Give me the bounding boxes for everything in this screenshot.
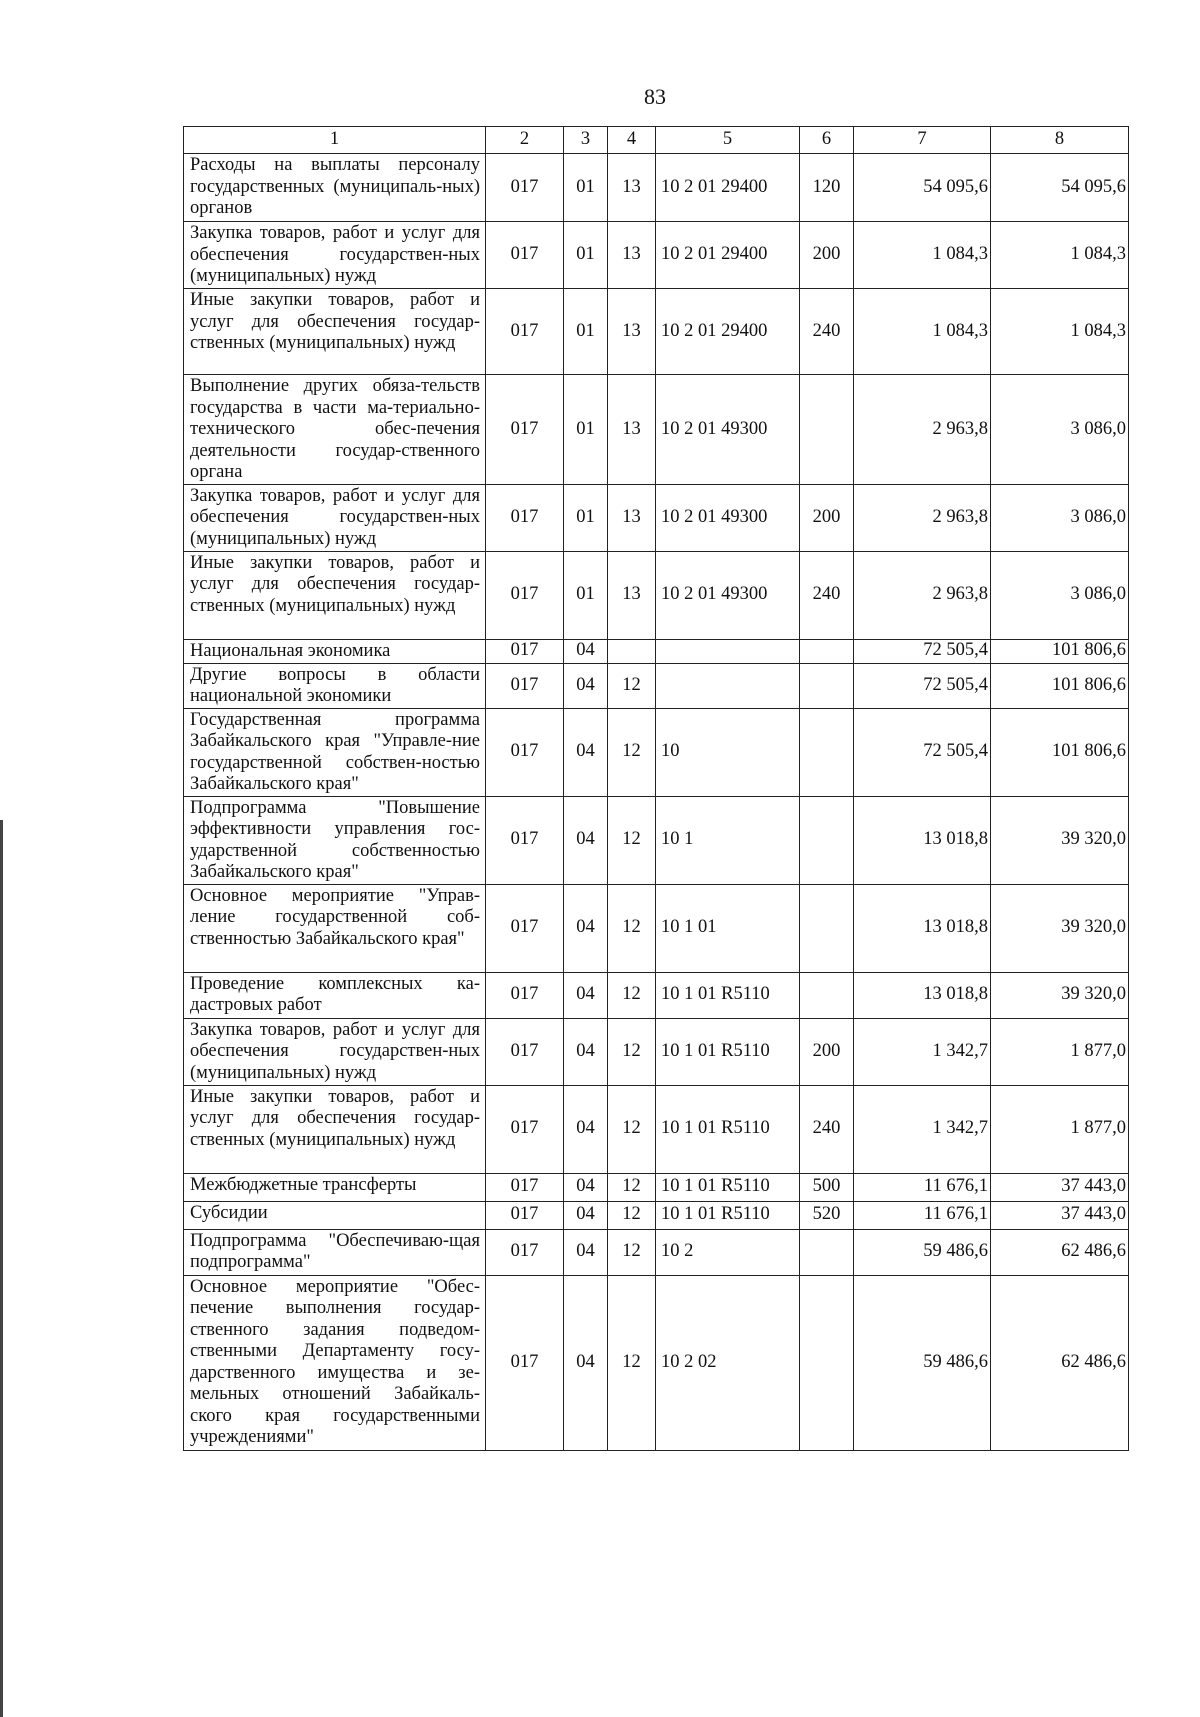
- cell-expense-type: [800, 1275, 854, 1450]
- column-header: 6: [800, 127, 854, 154]
- cell-subsection: 12: [608, 663, 656, 708]
- table-row: [184, 154, 1129, 222]
- table-row: [184, 708, 1129, 796]
- cell-amount-year2: 39 320,0: [991, 796, 1129, 884]
- row-name-cell: Межбюджетные трансферты: [184, 1173, 486, 1201]
- row-name-cell: Проведение комплексных ка-дастровых работ: [184, 972, 486, 1018]
- table-row: [184, 1018, 1129, 1085]
- cell-amount-year1: 2 963,8: [854, 551, 991, 639]
- column-header: 3: [564, 127, 608, 154]
- column-header: 8: [991, 127, 1129, 154]
- cell-subsection: 13: [608, 484, 656, 551]
- cell-amount-year1: 2 963,8: [854, 484, 991, 551]
- cell-code-admin: 017: [486, 375, 564, 485]
- cell-target-article: 10 1 01 R5110: [656, 1173, 800, 1201]
- cell-amount-year2: 39 320,0: [991, 884, 1129, 972]
- cell-target-article: 10 2 01 49300: [656, 375, 800, 485]
- cell-amount-year2: 101 806,6: [991, 708, 1129, 796]
- cell-section: 04: [564, 708, 608, 796]
- cell-section: 04: [564, 1229, 608, 1275]
- cell-subsection: 12: [608, 1173, 656, 1201]
- cell-amount-year2: 101 806,6: [991, 663, 1129, 708]
- cell-expense-type: [800, 884, 854, 972]
- cell-target-article: 10 2 01 29400: [656, 222, 800, 289]
- cell-target-article: 10 2 01 29400: [656, 154, 800, 222]
- cell-code-admin: 017: [486, 1229, 564, 1275]
- cell-amount-year2: 62 486,6: [991, 1275, 1129, 1450]
- cell-subsection: 13: [608, 375, 656, 485]
- row-name-cell: Подпрограмма "Обеспечиваю-щая подпрограмма": [184, 1229, 486, 1275]
- cell-expense-type: 240: [800, 551, 854, 639]
- cell-subsection: 13: [608, 551, 656, 639]
- cell-expense-type: [800, 972, 854, 1018]
- row-name-cell: Основное мероприятие "Управ-ление государственной соб-ственностью Забайкальского края": [184, 884, 486, 972]
- cell-code-admin: 017: [486, 708, 564, 796]
- cell-target-article: 10 2 01 49300: [656, 484, 800, 551]
- column-header: 7: [854, 127, 991, 154]
- table-row: [184, 972, 1129, 1018]
- cell-amount-year1: 59 486,6: [854, 1275, 991, 1450]
- cell-expense-type: 520: [800, 1201, 854, 1229]
- cell-target-article: 10 2 02: [656, 1275, 800, 1450]
- cell-expense-type: [800, 639, 854, 663]
- cell-amount-year1: 11 676,1: [854, 1173, 991, 1201]
- row-name-cell: Закупка товаров, работ и услуг для обеспечения государствен-ных (муниципальных) нужд: [184, 1018, 486, 1085]
- cell-section: 04: [564, 1018, 608, 1085]
- cell-amount-year1: 54 095,6: [854, 154, 991, 222]
- cell-amount-year1: 11 676,1: [854, 1201, 991, 1229]
- cell-amount-year1: 72 505,4: [854, 639, 991, 663]
- cell-section: 04: [564, 972, 608, 1018]
- cell-subsection: 12: [608, 1018, 656, 1085]
- cell-expense-type: [800, 1229, 854, 1275]
- row-name-cell: Закупка товаров, работ и услуг для обеспечения государствен-ных (муниципальных) нужд: [184, 484, 486, 551]
- cell-section: 01: [564, 289, 608, 375]
- cell-amount-year2: 37 443,0: [991, 1173, 1129, 1201]
- cell-amount-year2: 39 320,0: [991, 972, 1129, 1018]
- row-name-cell: Национальная экономика: [184, 639, 486, 663]
- cell-target-article: 10 1 01: [656, 884, 800, 972]
- cell-subsection: 12: [608, 884, 656, 972]
- cell-subsection: 12: [608, 972, 656, 1018]
- row-name-cell: Подпрограмма "Повышение эффективности управления гос-ударственной собственностью Забайкальского края": [184, 796, 486, 884]
- cell-amount-year2: 62 486,6: [991, 1229, 1129, 1275]
- cell-amount-year1: 2 963,8: [854, 375, 991, 485]
- cell-subsection: 12: [608, 796, 656, 884]
- cell-section: 01: [564, 484, 608, 551]
- table-row: [184, 484, 1129, 551]
- table-row: [184, 222, 1129, 289]
- cell-section: 04: [564, 663, 608, 708]
- cell-amount-year2: 37 443,0: [991, 1201, 1129, 1229]
- cell-amount-year2: 1 877,0: [991, 1085, 1129, 1173]
- cell-section: 04: [564, 1085, 608, 1173]
- table-header-row: [184, 127, 1129, 154]
- table-row: [184, 1173, 1129, 1201]
- page-number: 83: [644, 84, 666, 109]
- cell-amount-year1: 72 505,4: [854, 663, 991, 708]
- cell-subsection: 12: [608, 1201, 656, 1229]
- cell-amount-year1: 1 342,7: [854, 1085, 991, 1173]
- cell-code-admin: 017: [486, 222, 564, 289]
- cell-target-article: 10 2 01 49300: [656, 551, 800, 639]
- table-row: [184, 551, 1129, 639]
- column-header: 2: [486, 127, 564, 154]
- table-row: [184, 1275, 1129, 1450]
- cell-section: 04: [564, 639, 608, 663]
- cell-code-admin: 017: [486, 154, 564, 222]
- cell-amount-year1: 72 505,4: [854, 708, 991, 796]
- table-row: [184, 375, 1129, 485]
- cell-code-admin: 017: [486, 663, 564, 708]
- cell-amount-year2: 3 086,0: [991, 375, 1129, 485]
- cell-subsection: 12: [608, 1275, 656, 1450]
- table-row: [184, 289, 1129, 375]
- row-name-cell: Основное мероприятие "Обес-печение выполнения государ-ственного задания подведом-ственными Департаменту госу-дарственного имущества и зе-мельных отношений Забайкаль-ского края государственными учреждениями": [184, 1275, 486, 1450]
- cell-code-admin: 017: [486, 1173, 564, 1201]
- table-row: [184, 663, 1129, 708]
- cell-code-admin: 017: [486, 1085, 564, 1173]
- cell-amount-year1: 13 018,8: [854, 972, 991, 1018]
- cell-subsection: [608, 639, 656, 663]
- table-row: [184, 1201, 1129, 1229]
- column-header: 1: [184, 127, 486, 154]
- cell-target-article: 10 1 01 R5110: [656, 1085, 800, 1173]
- cell-section: 04: [564, 884, 608, 972]
- row-name-cell: Расходы на выплаты персоналу государственных (муниципаль-ных) органов: [184, 154, 486, 222]
- cell-expense-type: 240: [800, 289, 854, 375]
- cell-section: 04: [564, 1275, 608, 1450]
- cell-target-article: [656, 639, 800, 663]
- cell-expense-type: 120: [800, 154, 854, 222]
- cell-expense-type: [800, 375, 854, 485]
- cell-expense-type: 500: [800, 1173, 854, 1201]
- cell-target-article: 10 1 01 R5110: [656, 972, 800, 1018]
- row-name-cell: Выполнение других обяза-тельств государства в части ма-териально-технического обес-печения деятельности государ-ственного органа: [184, 375, 486, 485]
- cell-code-admin: 017: [486, 551, 564, 639]
- cell-expense-type: 240: [800, 1085, 854, 1173]
- cell-subsection: 13: [608, 154, 656, 222]
- cell-target-article: 10 2: [656, 1229, 800, 1275]
- cell-code-admin: 017: [486, 484, 564, 551]
- cell-expense-type: [800, 796, 854, 884]
- cell-section: 01: [564, 375, 608, 485]
- cell-expense-type: [800, 708, 854, 796]
- cell-amount-year2: 3 086,0: [991, 484, 1129, 551]
- cell-subsection: 12: [608, 1085, 656, 1173]
- column-header: 5: [656, 127, 800, 154]
- cell-expense-type: [800, 663, 854, 708]
- cell-target-article: 10: [656, 708, 800, 796]
- row-name-cell: Иные закупки товаров, работ и услуг для обеспечения государ-ственных (муниципальных) нужд: [184, 551, 486, 639]
- cell-code-admin: 017: [486, 1275, 564, 1450]
- cell-subsection: 12: [608, 708, 656, 796]
- cell-amount-year2: 101 806,6: [991, 639, 1129, 663]
- cell-target-article: 10 2 01 29400: [656, 289, 800, 375]
- row-name-cell: Иные закупки товаров, работ и услуг для обеспечения государ-ственных (муниципальных) нужд: [184, 1085, 486, 1173]
- cell-subsection: 13: [608, 222, 656, 289]
- row-name-cell: Государственная программа Забайкальского края "Управле-ние государственной собствен-ностью Забайкальского края": [184, 708, 486, 796]
- cell-subsection: 12: [608, 1229, 656, 1275]
- cell-amount-year1: 13 018,8: [854, 884, 991, 972]
- cell-amount-year1: 1 084,3: [854, 289, 991, 375]
- row-name-cell: Другие вопросы в области национальной экономики: [184, 663, 486, 708]
- cell-amount-year1: 13 018,8: [854, 796, 991, 884]
- cell-code-admin: 017: [486, 639, 564, 663]
- row-name-cell: Иные закупки товаров, работ и услуг для обеспечения государ-ственных (муниципальных) нужд: [184, 289, 486, 375]
- cell-expense-type: 200: [800, 484, 854, 551]
- row-name-cell: Закупка товаров, работ и услуг для обеспечения государствен-ных (муниципальных) нужд: [184, 222, 486, 289]
- cell-section: 04: [564, 1201, 608, 1229]
- cell-target-article: 10 1: [656, 796, 800, 884]
- cell-section: 04: [564, 796, 608, 884]
- cell-amount-year1: 1 084,3: [854, 222, 991, 289]
- cell-amount-year2: 1 084,3: [991, 289, 1129, 375]
- cell-amount-year1: 1 342,7: [854, 1018, 991, 1085]
- table-row: [184, 1085, 1129, 1173]
- cell-expense-type: 200: [800, 222, 854, 289]
- cell-code-admin: 017: [486, 796, 564, 884]
- row-name-cell: Субсидии: [184, 1201, 486, 1229]
- table-row: [184, 639, 1129, 663]
- table-row: [184, 1229, 1129, 1275]
- cell-amount-year2: 1 877,0: [991, 1018, 1129, 1085]
- cell-amount-year2: 54 095,6: [991, 154, 1129, 222]
- cell-amount-year2: 3 086,0: [991, 551, 1129, 639]
- cell-section: 01: [564, 222, 608, 289]
- cell-subsection: 13: [608, 289, 656, 375]
- cell-section: 01: [564, 551, 608, 639]
- cell-code-admin: 017: [486, 1018, 564, 1085]
- cell-amount-year2: 1 084,3: [991, 222, 1129, 289]
- scan-edge-line: [0, 820, 3, 1717]
- cell-code-admin: 017: [486, 1201, 564, 1229]
- cell-expense-type: 200: [800, 1018, 854, 1085]
- table-row: [184, 796, 1129, 884]
- cell-target-article: 10 1 01 R5110: [656, 1201, 800, 1229]
- cell-code-admin: 017: [486, 884, 564, 972]
- cell-code-admin: 017: [486, 289, 564, 375]
- cell-amount-year1: 59 486,6: [854, 1229, 991, 1275]
- budget-table: [183, 126, 1129, 1451]
- cell-section: 04: [564, 1173, 608, 1201]
- column-header: 4: [608, 127, 656, 154]
- cell-target-article: 10 1 01 R5110: [656, 1018, 800, 1085]
- cell-code-admin: 017: [486, 972, 564, 1018]
- table-row: [184, 884, 1129, 972]
- cell-target-article: [656, 663, 800, 708]
- cell-section: 01: [564, 154, 608, 222]
